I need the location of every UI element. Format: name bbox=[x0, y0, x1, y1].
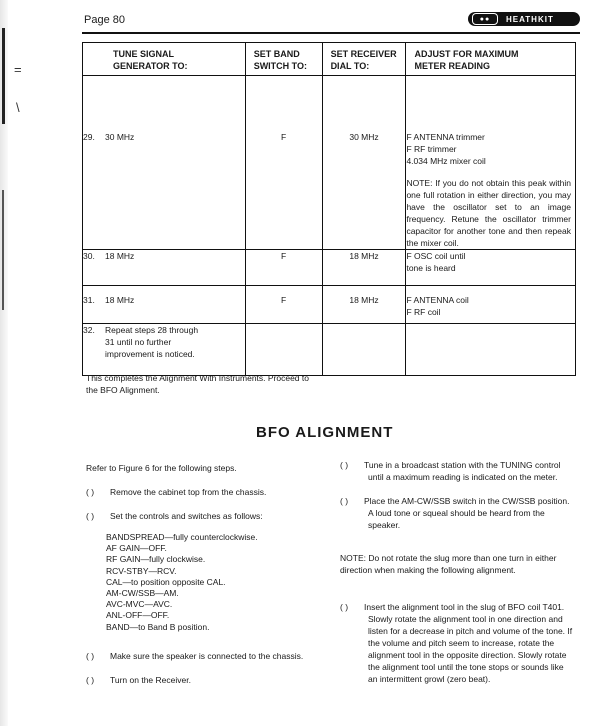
header-rule bbox=[82, 32, 580, 34]
control-settings-list bbox=[106, 532, 258, 633]
logo-symbol-icon: ●● bbox=[472, 13, 498, 25]
step-tune-station: ( ) Tune in a broadcast station with the TUNING control until a maximum reading is indicated on the meter. bbox=[340, 460, 561, 482]
margin-mark: \ bbox=[16, 100, 20, 115]
table-header-row bbox=[83, 43, 576, 76]
section-title: BFO ALIGNMENT bbox=[256, 424, 394, 441]
step-set-controls: ( ) Set the controls and switches as follows: bbox=[86, 511, 263, 521]
page-number: Page 80 bbox=[84, 14, 125, 26]
table-row: 31. 18 MHz F 18 MHz F ANTENNA coil F RF coil bbox=[83, 286, 576, 324]
checkbox[interactable]: ( ) bbox=[86, 651, 95, 661]
col-header-band: SET BAND SWITCH TO: bbox=[245, 43, 322, 76]
col-header-dial: SET RECEIVER DIAL TO: bbox=[322, 43, 406, 76]
step-speaker: ( ) Make sure the speaker is connected to the chassis. bbox=[86, 651, 304, 661]
list-item: RCV-STBY—RCV. bbox=[106, 565, 177, 576]
logo-text: HEATHKIT bbox=[506, 14, 554, 24]
col-header-adjust: ADJUST FOR MAXIMUM METER READING bbox=[406, 43, 576, 76]
table-row: 32. Repeat steps 28 through 31 until no further improvement is noticed. bbox=[83, 324, 576, 376]
list-item: BAND—to Band B position. bbox=[106, 621, 210, 632]
alignment-table bbox=[82, 42, 576, 376]
step-switch-cw: ( ) Place the AM-CW/SSB switch in the CW/SSB position. A loud tone or squeal should be heard from the speaker. bbox=[340, 496, 570, 530]
rotation-note: NOTE: Do not rotate the slug more than one turn in either direction when making the following alignment. bbox=[340, 553, 557, 575]
table-row: 29. 30 MHz F 30 MHz F ANTENNA trimmer F RF trimmer 4.034 MHz mixer coil NOTE: If you do not obtain this peak within one full rotation in either direction, you may have the oscillator set to an image frequency. Retune the oscillator trimmer capacitor for another tone and then repeak the mixer coil. bbox=[83, 76, 576, 250]
checkbox[interactable]: ( ) bbox=[86, 511, 95, 521]
list-item: CAL—to position opposite CAL. bbox=[106, 576, 226, 587]
checkbox[interactable]: ( ) bbox=[86, 675, 95, 685]
margin-mark: = bbox=[14, 62, 22, 77]
step-remove-cabinet: ( ) Remove the cabinet top from the chassis. bbox=[86, 487, 267, 497]
list-item: AM-CW/SSB—AM. bbox=[106, 588, 179, 599]
step-bfo-coil: ( ) Insert the alignment tool in the slug of BFO coil T401. Slowly rotate the alignment tool in one direction and listen for a decrease in pitch and volume of the tone. If the volume and pitch seem to increase, rotate the alignment tool in the opposite direction. Slowly rotate the alignment tool until the tone stops or sounds like an intermittent growl (zero beat). bbox=[340, 602, 573, 684]
checkbox[interactable]: ( ) bbox=[340, 496, 349, 506]
binder-mark bbox=[2, 190, 4, 310]
list-item: ANL-OFF—OFF. bbox=[106, 610, 170, 621]
completion-text: This completes the Alignment With Instruments. Proceed to the BFO Alignment. bbox=[86, 373, 309, 395]
table-note: NOTE: If you do not obtain this peak within one full rotation in either direction, you may have the oscillator set to an image frequency. Retune the oscillator trimmer capacitor for another tone and then repeak the mixer coil. bbox=[406, 178, 571, 248]
col-header-generator: TUNE SIGNAL GENERATOR TO: bbox=[83, 43, 246, 76]
list-item: AVC-MVC—AVC. bbox=[106, 599, 173, 610]
list-item: BANDSPREAD—fully counterclockwise. bbox=[106, 532, 258, 542]
checkbox[interactable]: ( ) bbox=[86, 487, 95, 497]
checkbox[interactable]: ( ) bbox=[340, 602, 349, 612]
table-row: 30. 18 MHz F 18 MHz F OSC coil until tone is heard bbox=[83, 250, 576, 286]
binder-mark bbox=[2, 28, 5, 124]
checkbox[interactable]: ( ) bbox=[340, 460, 349, 470]
list-item: RF GAIN—fully clockwise. bbox=[106, 554, 206, 565]
list-item: AF GAIN—OFF. bbox=[106, 543, 167, 554]
heathkit-logo bbox=[468, 12, 580, 26]
bfo-intro: Refer to Figure 6 for the following steps. bbox=[86, 463, 237, 473]
step-turn-on: ( ) Turn on the Receiver. bbox=[86, 675, 191, 685]
